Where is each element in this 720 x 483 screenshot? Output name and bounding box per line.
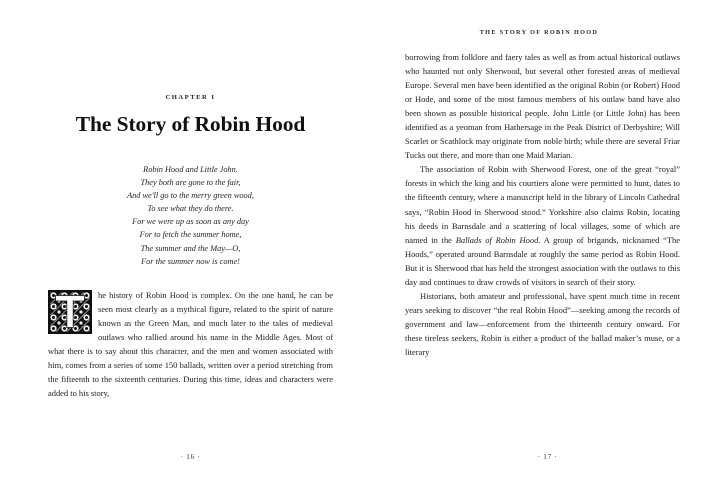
paragraph-text-head: The association of Robin with Sherwood Forest, one of the great “royal” forests in which the king and his courtiers alone were permitted to hunt, dates to the fifteenth century, where a manuscript held in the library of Lincoln Cathedral says, “Robin Hood in Sherwood stood.” Yorkshire also claims Robin, locating his deeds in Barnsdale and a scattering of local villages, some of which are named in the [405,164,680,245]
opening-paragraph [48,288,333,400]
book-title-italic: Ballads of Robin Hood [455,234,539,245]
folio-ornament-right: · [197,453,201,461]
page-title: The Story of Robin Hood [75,112,306,136]
page-number-left [0,452,360,461]
page-number-right [360,452,720,461]
folio-ornament-left: · [180,453,184,461]
folio-number: 17 [543,452,552,461]
ornamental-dropcap-icon [48,290,92,334]
epigraph-line: They both are gone to the fair, [140,178,241,188]
chapter-label: CHAPTER I [165,94,216,101]
paragraph [405,162,680,288]
right-page [360,0,720,483]
epigraph-line: To see what they do there. [147,204,234,214]
epigraph-line: And we'll go to the merry green wood, [127,191,254,201]
epigraph-poem [48,163,333,268]
paragraph: Historians, both amateur and professional, have spent much time in recent years seeking to discover “the real Robin Hood”—seeking among the records of government and law—enforcement from the thirteenth century onward. For these tireless seekers, Robin is either a product of the ballad maker’s muse, or a literary [405,290,680,357]
epigraph-line: For we were up as soon as any day [132,217,249,227]
body-text-column [405,50,680,359]
body-text-column [48,288,333,400]
paragraph: borrowing from folklore and faery tales as well as from actual historical outlaws who haunted not only Sherwood, but several other forested areas of medieval Europe. Several men have been identified as the original Robin (or Robert) Hood or Hode, and some of the most famous members of his outlaw band have also been shown as possible historical people. John Little (or Little John) has been identified as a yeoman from Hathersage in the Peak District of Derbyshire; Will Scarlet or Scathlock may originate from noble birth; while there are several Friar Tucks out there, and more than one Maid Marian. [405,52,680,161]
epigraph-line: The summer and the May—O, [140,243,241,253]
running-head: THE STORY OF ROBIN HOOD [479,29,599,36]
paragraph-text-tail: . A group of brigands, nicknamed “The Hoods,” operated around Barnsdale at roughly the same period as Robin Hood. But it is Sherwood that has held the strongest association with the outlaws to this day and continues to draw crowds of visitors in search of their story. [405,234,680,287]
epigraph-line: For the summer now is come! [141,256,240,266]
folio-ornament-left: · [537,453,541,461]
epigraph-line: Robin Hood and Little John. [143,165,238,174]
opening-paragraph-text: he history of Robin Hood is complex. On the one hand, he can be seen most clearly as a mythical figure, related to the spirit of nature known as the Green Man, and much later to the tales of medieval outlaws who rallied around his name in the Middle Ages. Most of what there is to say about this character, and the men and women associated with him, comes from a series of some 150 ballads, written over a period stretching from the fifteenth to the sixteenth centuries. During this time, ideas and characters were added to his story, [48,289,333,399]
epigraph-line: For to fetch the summer home, [139,230,242,240]
folio-number: 16 [186,452,195,461]
folio-ornament-right: · [554,453,558,461]
